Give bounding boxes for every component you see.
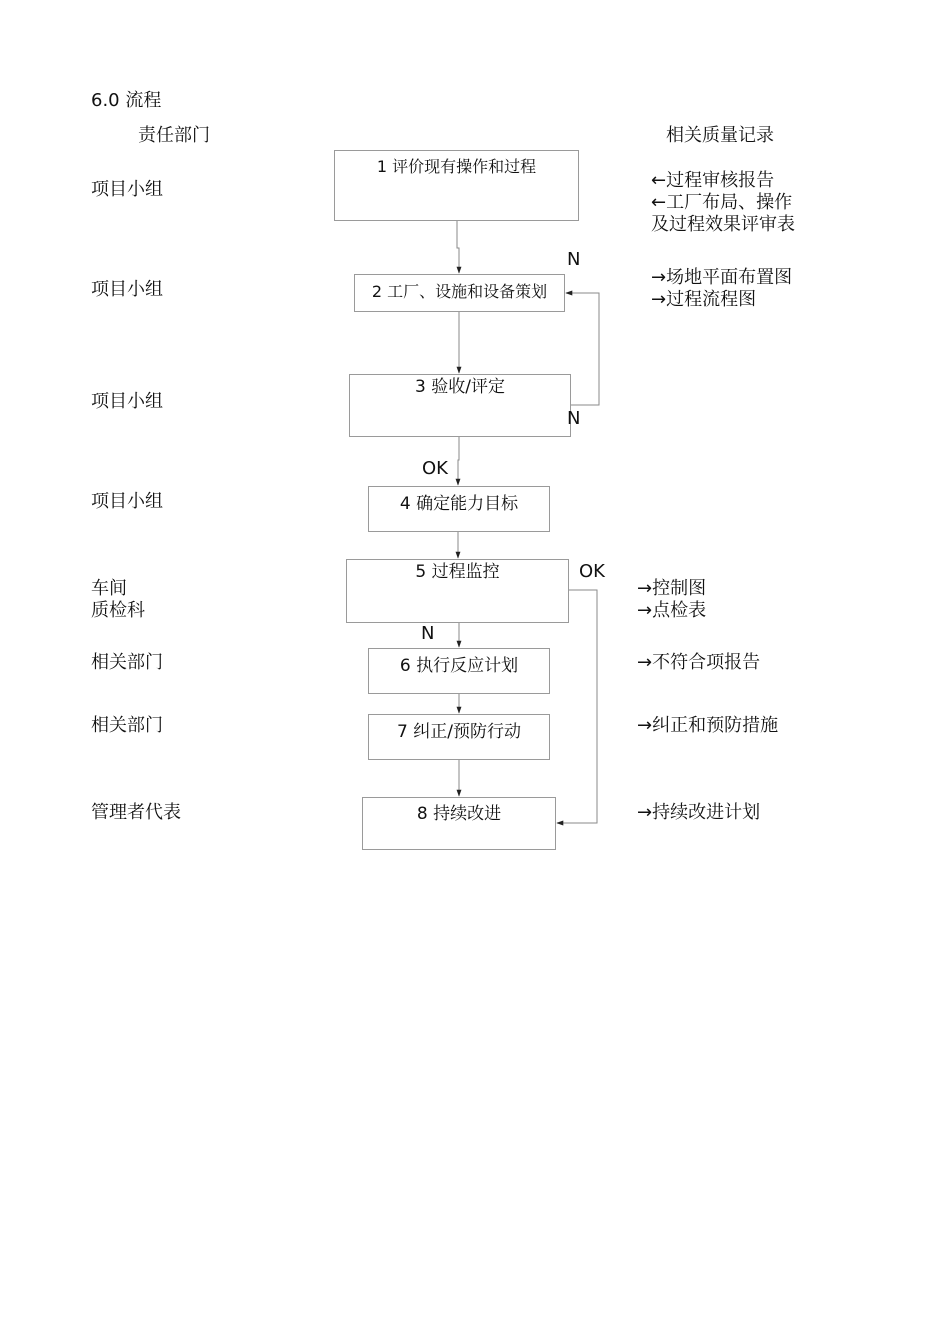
department-step-1: 项目小组 bbox=[91, 179, 163, 200]
label-ok-step-5: OK bbox=[579, 561, 605, 582]
department-step-7: 相关部门 bbox=[91, 715, 163, 736]
section-title: 6.0 流程 bbox=[91, 90, 162, 111]
step-label-6: 6 执行反应计划 bbox=[399, 656, 519, 676]
record-control-chart: →控制图 bbox=[637, 578, 707, 599]
connector-5-ok-to-8 bbox=[557, 590, 597, 823]
connector-1-to-2 bbox=[457, 221, 459, 273]
label-ok-step-3: OK bbox=[422, 458, 448, 479]
record-nonconformance-report: →不符合项报告 bbox=[637, 652, 761, 673]
record-site-layout-plan: →场地平面布置图 bbox=[651, 267, 793, 288]
department-step-8: 管理者代表 bbox=[91, 802, 181, 823]
record-inspection-sheet: →点检表 bbox=[637, 600, 707, 621]
record-process-flow-chart: →过程流程图 bbox=[651, 289, 757, 310]
step-label-7: 7 纠正/预防行动 bbox=[397, 722, 521, 742]
label-n-loop-bottom: N bbox=[567, 408, 581, 429]
department-step-3: 项目小组 bbox=[91, 391, 163, 412]
step-label-4: 4 确定能力目标 bbox=[399, 494, 519, 514]
step-box-2 bbox=[354, 274, 565, 312]
step-box-6 bbox=[368, 648, 550, 694]
record-corrective-preventive: →纠正和预防措施 bbox=[637, 715, 779, 736]
step-label-8: 8 持续改进 bbox=[416, 804, 502, 824]
department-step-2: 项目小组 bbox=[91, 279, 163, 300]
step-box-1 bbox=[334, 150, 579, 221]
header-responsible-department: 责任部门 bbox=[138, 125, 210, 146]
department-step-5-workshop: 车间 bbox=[91, 578, 127, 599]
step-label-5: 5 过程监控 bbox=[415, 562, 500, 582]
record-process-audit-report: ←过程审核报告 bbox=[651, 170, 775, 191]
record-continuous-improvement-plan: →持续改进计划 bbox=[637, 802, 761, 823]
step-box-8 bbox=[362, 797, 556, 850]
department-step-4: 项目小组 bbox=[91, 491, 163, 512]
connector-3-to-4 bbox=[458, 436, 459, 485]
step-box-3 bbox=[349, 374, 571, 437]
header-quality-records: 相关质量记录 bbox=[666, 125, 774, 146]
record-plant-layout-operation: ←工厂布局、操作 bbox=[651, 192, 793, 213]
step-box-4 bbox=[368, 486, 550, 532]
label-n-step-5: N bbox=[421, 623, 435, 644]
step-label-2: 2 工厂、设施和设备策划 bbox=[371, 282, 548, 301]
department-step-5-qc: 质检科 bbox=[91, 600, 145, 621]
label-n-loop-top: N bbox=[567, 249, 581, 270]
record-process-effect-review: 及过程效果评审表 bbox=[651, 214, 795, 235]
step-label-3: 3 验收/评定 bbox=[415, 377, 505, 397]
department-step-6: 相关部门 bbox=[91, 652, 163, 673]
step-box-7 bbox=[368, 714, 550, 760]
step-label-1: 1 评价现有操作和过程 bbox=[376, 157, 537, 176]
step-box-5 bbox=[346, 559, 569, 623]
